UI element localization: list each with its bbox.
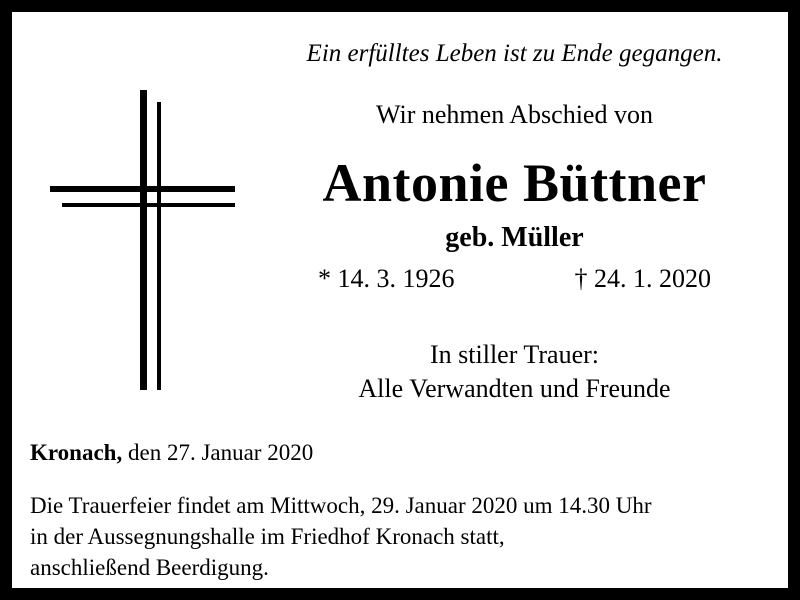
service-line-1: Die Trauerfeier findet am Mittwoch, 29. Januar 2020 um 14.30 Uhr <box>30 493 652 518</box>
obituary-card <box>12 12 788 588</box>
farewell-text: Wir nehmen Abschied von <box>376 100 653 129</box>
life-dates <box>242 264 787 294</box>
cross-horizontal-bar <box>50 186 235 192</box>
birth-date: * 14. 3. 1926 <box>318 264 455 293</box>
place-and-date <box>30 440 313 466</box>
service-line-2: in der Aussegnungshalle im Friedhof Kronach statt, <box>30 524 505 550</box>
mourning-label: In stiller Trauer: <box>430 340 599 369</box>
place-name: Kronach, <box>30 440 123 465</box>
cross-vertical-bar <box>140 90 147 390</box>
cross-icon <box>30 82 240 402</box>
service-line-3: anschließend Beerdigung. <box>30 555 269 581</box>
notice-date: den 27. Januar 2020 <box>122 440 314 465</box>
maiden-name: geb. Müller <box>445 222 584 253</box>
mourners-text: Alle Verwandten und Freunde <box>358 374 671 403</box>
headline-text: Ein erfülltes Leben ist zu Ende gegangen. <box>306 40 723 67</box>
deceased-name: Antonie Büttner <box>322 153 707 213</box>
cross-vertical-bar-secondary <box>157 102 161 390</box>
service-details <box>30 490 770 583</box>
death-date: † 24. 1. 2020 <box>574 264 711 293</box>
cross-horizontal-bar-secondary <box>62 203 235 207</box>
